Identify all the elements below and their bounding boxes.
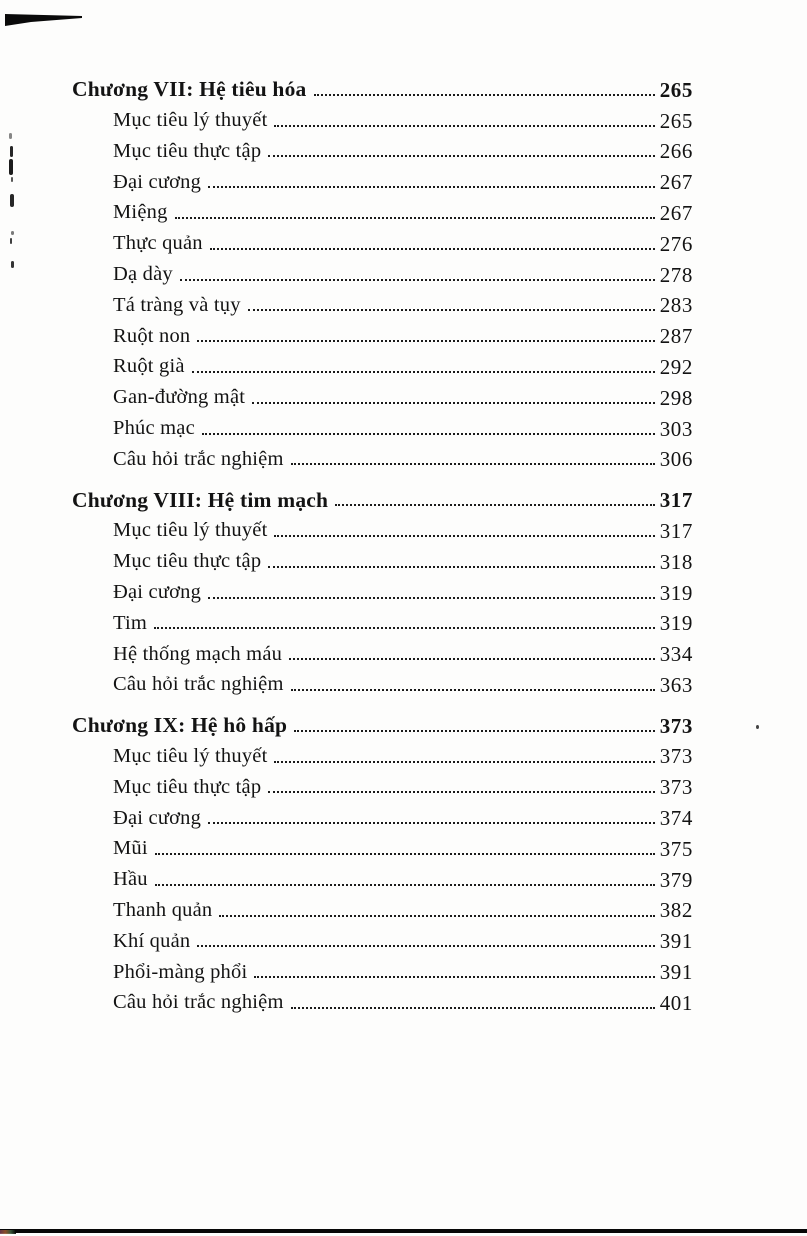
dot-leader xyxy=(291,689,655,691)
toc-item-row xyxy=(72,860,693,891)
bottom-scan-bar xyxy=(0,1229,807,1233)
item-page-number: 391 xyxy=(659,929,693,954)
toc-item-row xyxy=(72,132,693,163)
item-page-number: 298 xyxy=(659,385,693,410)
toc-chapter xyxy=(72,706,693,1014)
item-page-number: 318 xyxy=(659,549,693,574)
item-label: Tá tràng và tụy xyxy=(113,293,241,316)
item-label: Phổi-màng phổi xyxy=(113,960,248,983)
chapter-title: Chương IX: Hệ hô hấp xyxy=(72,713,288,738)
margin-speck-artifact xyxy=(11,231,14,235)
item-label: Mũi xyxy=(113,837,148,860)
chapter-page-number: 265 xyxy=(659,77,693,102)
dot-leader xyxy=(314,94,655,96)
dot-leader xyxy=(289,658,655,660)
item-page-number: 379 xyxy=(659,867,693,892)
dot-leader xyxy=(274,535,654,537)
margin-speck-artifact xyxy=(10,194,14,207)
dot-leader xyxy=(208,822,655,824)
item-label: Đại cương xyxy=(113,806,202,829)
item-label: Mục tiêu lý thuyết xyxy=(113,109,268,132)
item-page-number: 382 xyxy=(659,898,693,923)
toc-chapter-row xyxy=(72,70,693,101)
dot-leader xyxy=(274,761,654,763)
item-label: Mục tiêu lý thuyết xyxy=(113,745,268,768)
item-page-number: 334 xyxy=(659,642,693,667)
dot-leader xyxy=(175,217,655,219)
toc-chapter-items xyxy=(72,737,693,1014)
dot-leader xyxy=(268,791,654,793)
item-page-number: 303 xyxy=(659,416,693,441)
item-page-number: 373 xyxy=(659,775,693,800)
dot-leader xyxy=(208,597,655,599)
toc-item-row xyxy=(72,409,693,440)
chapter-page-number: 317 xyxy=(659,488,693,513)
item-label: Đại cương xyxy=(113,581,202,604)
toc-chapter xyxy=(72,480,693,696)
dot-leader xyxy=(335,504,655,506)
item-page-number: 363 xyxy=(659,672,693,697)
toc-chapter-items xyxy=(72,511,693,696)
item-page-number: 373 xyxy=(659,744,693,769)
dot-leader xyxy=(154,627,655,629)
toc-item-row xyxy=(72,440,693,471)
item-page-number: 319 xyxy=(659,580,693,605)
item-label: Mục tiêu thực tập xyxy=(113,139,262,162)
toc-item-row xyxy=(72,316,693,347)
stray-dot-artifact xyxy=(756,725,759,729)
toc-item-row xyxy=(72,511,693,542)
toc-item-row xyxy=(72,255,693,286)
toc-item-row xyxy=(72,542,693,573)
margin-speck-artifact xyxy=(10,146,13,157)
item-page-number: 306 xyxy=(659,447,693,472)
dot-leader xyxy=(248,309,655,311)
item-label: Miệng xyxy=(113,201,168,224)
item-label: Thanh quản xyxy=(113,899,213,921)
item-label: Mục tiêu thực tập xyxy=(113,775,262,798)
item-page-number: 292 xyxy=(659,354,693,379)
bottom-color-speck-artifact xyxy=(0,1230,16,1234)
toc-item-row xyxy=(72,573,693,604)
table-of-contents xyxy=(72,70,693,1014)
dot-leader xyxy=(268,566,654,568)
item-page-number: 374 xyxy=(659,806,693,831)
toc-chapter-items xyxy=(72,101,693,471)
toc-item-row xyxy=(72,891,693,922)
toc-item-row xyxy=(72,665,693,696)
toc-item-row xyxy=(72,193,693,224)
item-label: Ruột già xyxy=(113,355,185,378)
toc-item-row xyxy=(72,378,693,409)
item-page-number: 319 xyxy=(659,611,693,636)
item-page-number: 391 xyxy=(659,960,693,985)
item-page-number: 317 xyxy=(659,518,693,543)
toc-chapter xyxy=(72,70,693,470)
toc-item-row xyxy=(72,604,693,635)
toc-item-row xyxy=(72,737,693,768)
item-page-number: 283 xyxy=(659,293,693,318)
item-label: Dạ dày xyxy=(113,263,173,286)
dot-leader xyxy=(197,945,654,947)
item-label: Khí quản xyxy=(113,929,191,952)
item-label: Mục tiêu thực tập xyxy=(113,550,262,573)
item-label: Phúc mạc xyxy=(113,417,195,440)
dot-leader xyxy=(219,915,654,917)
item-label: Thực quản xyxy=(113,232,203,255)
toc-item-row xyxy=(72,224,693,255)
chapter-title: Chương VII: Hệ tiêu hóa xyxy=(72,77,307,102)
toc-item-row xyxy=(72,347,693,378)
dot-leader xyxy=(274,125,654,127)
toc-item-row xyxy=(72,162,693,193)
item-label: Mục tiêu lý thuyết xyxy=(113,519,268,542)
toc-item-row xyxy=(72,634,693,665)
toc-item-row xyxy=(72,101,693,132)
item-label: Gan-đường mật xyxy=(113,386,246,409)
dot-leader xyxy=(254,976,654,978)
dot-leader xyxy=(268,155,654,157)
dot-leader xyxy=(208,186,655,188)
item-label: Đại cương xyxy=(113,170,202,193)
margin-speck-artifact xyxy=(9,159,13,175)
dot-leader xyxy=(210,248,655,250)
dot-leader xyxy=(197,340,654,342)
item-label: Hệ thống mạch máu xyxy=(113,642,283,665)
toc-item-row xyxy=(72,922,693,953)
item-label: Hầu xyxy=(113,868,148,891)
dot-leader xyxy=(291,463,655,465)
dot-leader xyxy=(252,402,655,404)
toc-item-row xyxy=(72,768,693,799)
item-page-number: 267 xyxy=(659,170,693,195)
margin-speck-artifact xyxy=(11,261,14,268)
margin-speck-artifact xyxy=(11,177,13,182)
toc-item-row xyxy=(72,286,693,317)
dot-leader xyxy=(294,730,654,732)
item-page-number: 266 xyxy=(659,139,693,164)
margin-speck-artifact xyxy=(10,238,12,244)
dot-leader xyxy=(180,279,655,281)
chapter-title: Chương VIII: Hệ tim mạch xyxy=(72,487,329,512)
toc-item-row xyxy=(72,798,693,829)
item-page-number: 265 xyxy=(659,108,693,133)
ink-smudge-artifact xyxy=(5,13,85,31)
item-label: Câu hỏi trắc nghiệm xyxy=(113,673,284,696)
item-page-number: 278 xyxy=(659,262,693,287)
item-page-number: 401 xyxy=(659,990,693,1015)
item-page-number: 375 xyxy=(659,836,693,861)
margin-speck-artifact xyxy=(9,133,12,139)
dot-leader xyxy=(155,884,655,886)
item-label: Câu hỏi trắc nghiệm xyxy=(113,991,284,1014)
item-page-number: 287 xyxy=(659,324,693,349)
dot-leader xyxy=(291,1007,655,1009)
toc-item-row xyxy=(72,983,693,1014)
item-page-number: 267 xyxy=(659,200,693,225)
chapter-page-number: 373 xyxy=(659,713,693,738)
item-page-number: 276 xyxy=(659,231,693,256)
dot-leader xyxy=(202,433,655,435)
toc-chapter-row xyxy=(72,480,693,511)
toc-chapter-row xyxy=(72,706,693,737)
toc-item-row xyxy=(72,952,693,983)
item-label: Câu hỏi trắc nghiệm xyxy=(113,447,284,470)
dot-leader xyxy=(155,853,655,855)
toc-item-row xyxy=(72,829,693,860)
item-label: Ruột non xyxy=(113,324,191,347)
item-label: Tim xyxy=(113,611,148,634)
dot-leader xyxy=(192,371,655,373)
